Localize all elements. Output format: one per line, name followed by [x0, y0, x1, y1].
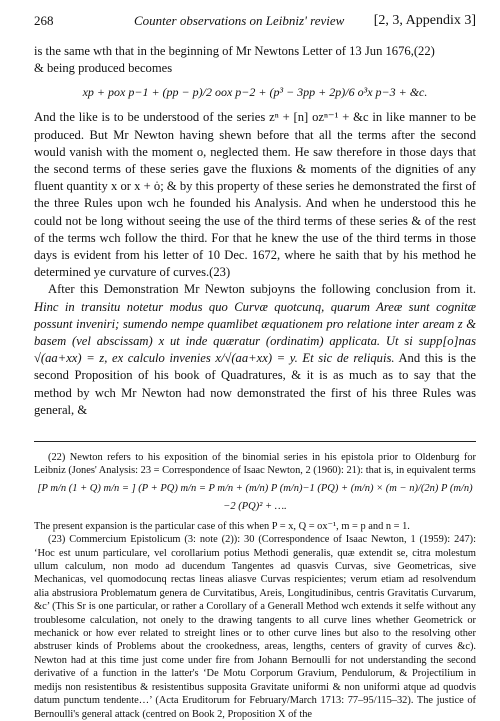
paragraph-2: And the like is to be understood of the series zⁿ + [n] ozⁿ⁻¹ + &c in like manner to be produced. But Mr Newton having shewn before that all the terms after the second would vanish with the moment o, neglected them. He saw therefore in those days that the second terms of these series gave the fluxions & moments of the dignities of any fluent quantity x or x + ȯ; & by this property of these series he demonstrated the first of the three Rules upon wch he founded his Analysis. And when he understood this he could not be long without seeing the use of the third terms of these series & of the rest of the terms wch follow the third. For that he knew the use of the third terms in those days is evident from his letter of 10 Dec. 1672, where he saith that by his method he determined ye curvature of curves.(23) — [34, 110, 476, 280]
footnote-23: (23) Commercium Epistolicum (3: note (2)): 30 (Correspondence of Isaac Newton, 1 (1959): 247): ‘Hoc est unum particulare, vel corollarium potius Methodi generalis, quæ extendit se, citra molestum ullum calculum, non modo ad ducendum Tangentes ad quasvis Curvas, sive Geometricas, sive Mechanicas, vel quomodocunq rectas lineas aliasve Curvas respicientes; verum etiam ad resolvendum alia abstrusiora Problematum genera de Curvitatibus, Areis, Longitudinibus, centris Gravitatis Curvarum, &c’ (This Sr is one particular, or rather a Corollary of a Generall Method wch extends it selfe without any troublesome calculation, not onely to the drawing tangents to all curve lines whether Geometrick or mechanick or how ever related to streight lines or to other curve lines but also to the resolving other abstruser kinds of Problems about the crookedness, areas, lengths, centers of gravity of curves &c). Newton had at this time just come under fire from Johann Bernoulli for not understanding the second derivative of a function in the latter's ‘De Motu Corporum Gravium, Pendulorum, & Projectilium in medijs non resistentibus & resistentibus supposita Gravitate uniformi & non uniformi atque ad quodvis datum punctum tendente…’ (Acta Eruditorum for February/March 1713: 77–95/115–32). The justice of Bernoulli's general attack (centred on Book 2, Proposition X of the — [34, 534, 476, 720]
page-number: 268 — [34, 13, 54, 28]
footnote-22-tail: The present expansion is the particular case of this when P = x, Q = ox⁻¹, m = p and n = 1. — [34, 520, 410, 532]
section-location: [2, 3, Appendix 3] — [373, 13, 476, 28]
page-header — [34, 13, 476, 33]
paragraph-3-intro: After this Demonstration Mr Newton subjoyns the following conclusion from it. — [48, 282, 476, 297]
footnote-22: (22) Newton refers to his exposition of the binomial series in his epistola prior to Oldenburg for Leibniz (Jones' Analysis: 23 = Correspondence of Isaac Newton, 2 (1960): 21): that is, in equivalent terms — [34, 452, 476, 477]
footnote-divider — [34, 441, 476, 442]
paragraph-1-line-2: & being produced becomes — [34, 61, 173, 76]
paragraph-3-conclusion: And this is the second Proposition of his book of Quadratures, & it is as much as to say that the method by wch Mr Newton had now demonstrated the first of his three Rules was general, & — [34, 351, 476, 417]
latin-quotation: Hinc in transitu notetur modus quo Curvæ quotcunq, quarum Areæ sunt cognitæ possunt inveniri; sumendo nempe quamlibet æquationem pro relatione inter aream z & basem (vel abscissam) x ut inde quæratur (ordinatim) applicata. Ut si supp[o]nas √(aa+xx) = z, ex calculo invenies x/√(aa+xx) = y. Et sic de reliquis. — [34, 299, 476, 366]
running-title: Counter observations on Leibniz' review — [134, 13, 345, 28]
main-text — [34, 43, 476, 419]
footnote-22-formula: [P m/n (1 + Q) m/n = ] (P + PQ) m/n = P m/n + (m/n) P (m/n)−1 (PQ) + (m/n) × (m − n)/(2n) P (m/n)−2 (PQ)² + …. — [37, 482, 473, 512]
series-formula: xp + pox p−1 + (pp − p)/2 oox p−2 + (p³ − 3pp + 2p)/6 o³x p−3 + &c. — [82, 85, 428, 100]
paragraph-1-line-1: is the same wth that in the beginning of Mr Newtons Letter of 13 Jun 1676,(22) — [34, 44, 435, 58]
footnotes — [34, 451, 476, 721]
paragraph-3 — [34, 281, 476, 419]
